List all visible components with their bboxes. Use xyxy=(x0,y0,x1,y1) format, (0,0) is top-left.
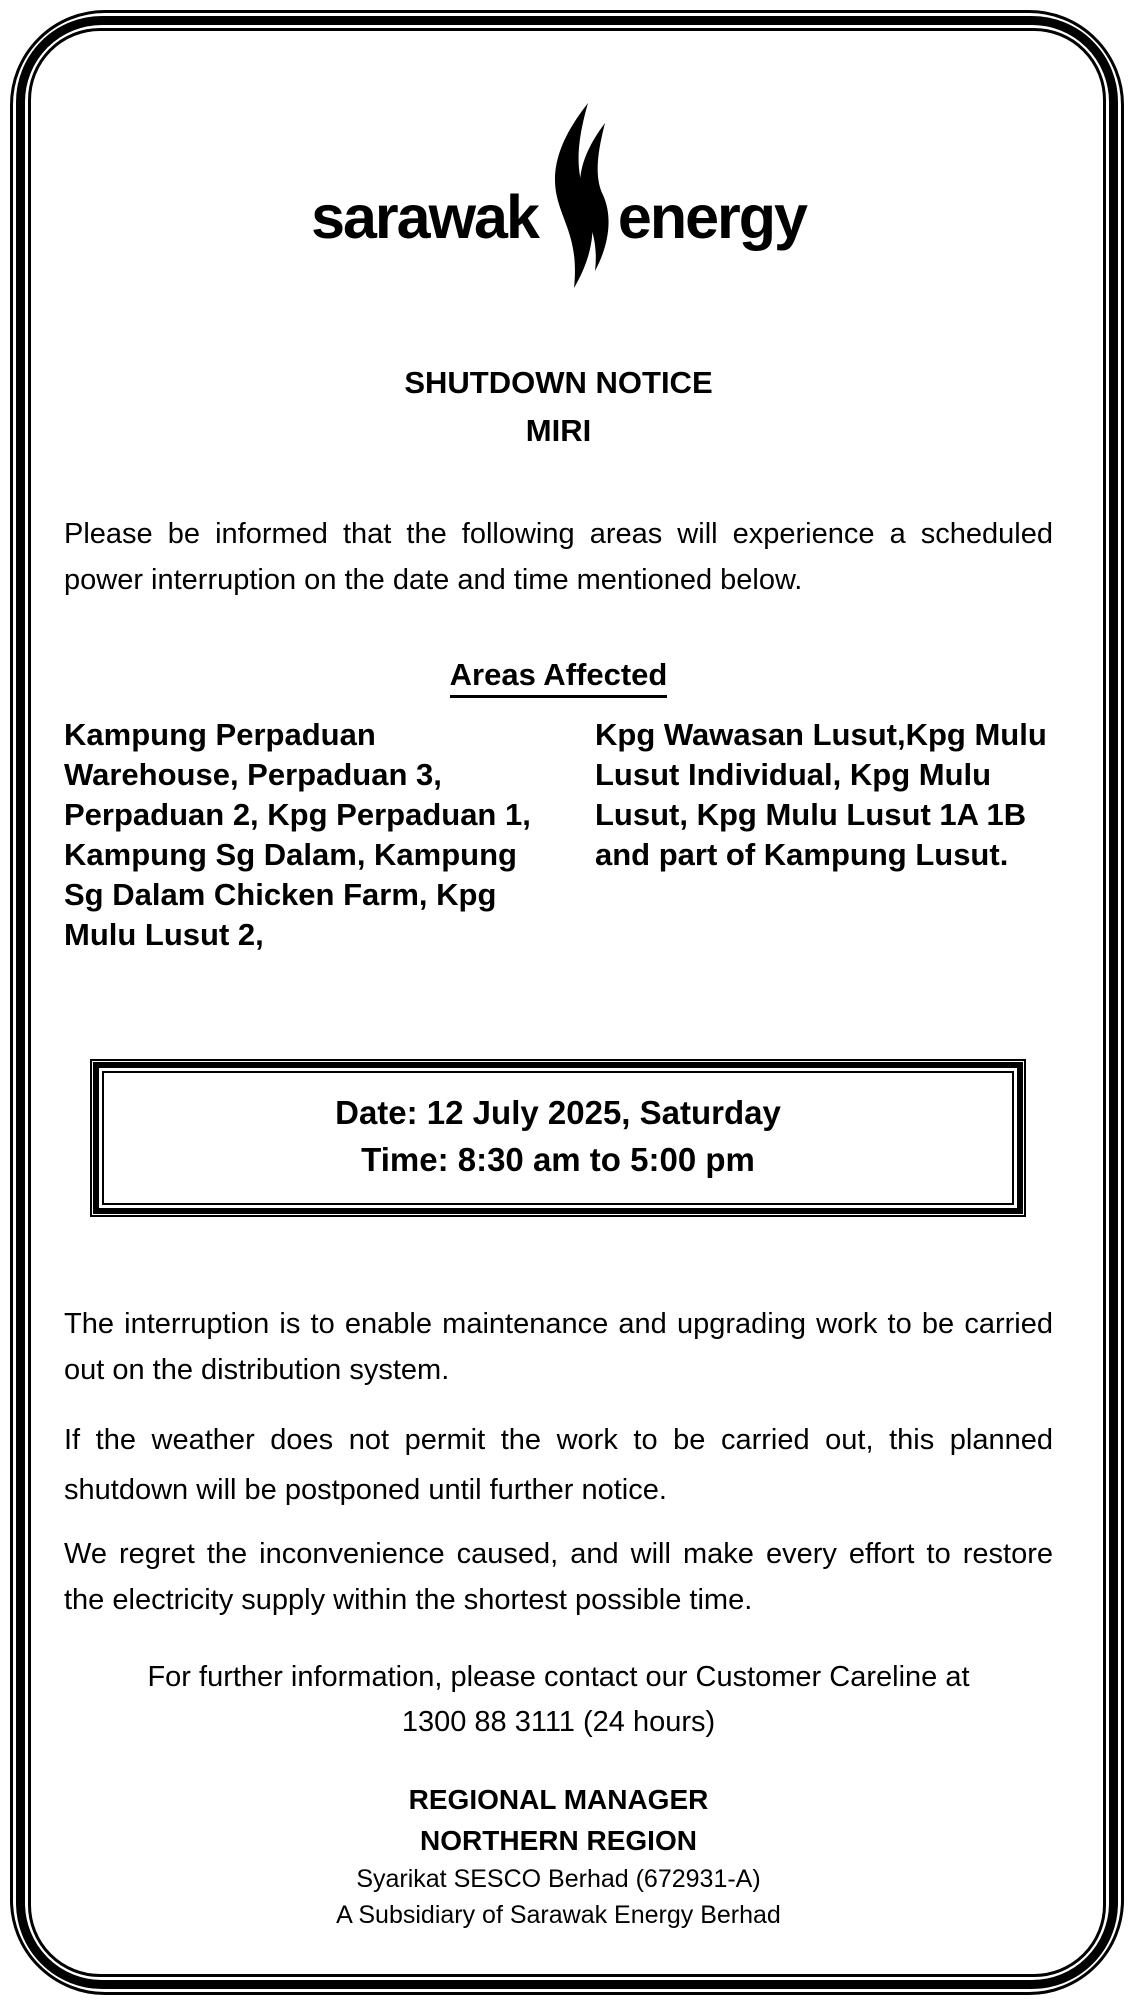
schedule-date: Date: 12 July 2025, Saturday xyxy=(335,1094,781,1131)
intro-paragraph: Please be informed that the following areas will experience a scheduled power interruption on the date and time mentioned below. xyxy=(64,518,1053,596)
notice-title xyxy=(64,359,1053,455)
logo-word-energy: energy xyxy=(617,183,806,251)
careline-phone: 1300 88 3111 (24 hours) xyxy=(401,1706,716,1738)
schedule-box xyxy=(90,1059,1026,1217)
areas-left-column: Kampung Perpaduan Warehouse, Perpaduan 3, Perpaduan 2, Kpg Perpaduan 1, Kampung Sg Dalam, Kampung Sg Dalam Chicken Farm, Kpg Mulu Lusut 2, xyxy=(64,717,531,952)
signature-company: Syarikat SESCO Berhad (672931-A) xyxy=(356,1865,761,1893)
schedule-time: Time: 8:30 am to 5:00 pm xyxy=(361,1141,755,1178)
signature-block xyxy=(64,1779,1053,1933)
areas-affected-columns xyxy=(64,715,1053,955)
flame-icon xyxy=(534,101,614,293)
logo-word-sarawak: sarawak xyxy=(311,183,538,251)
careline-text: For further information, please contact our Customer Careline at xyxy=(147,1661,970,1693)
notice-content xyxy=(31,31,1103,1933)
title-line-miri: MIRI xyxy=(525,413,592,448)
page-border-frame xyxy=(10,10,1124,1995)
areas-right-column: Kpg Wawasan Lusut,Kpg Mulu Lusut Individual, Kpg Mulu Lusut, Kpg Mulu Lusut 1A 1B and part of Kampung Lusut. xyxy=(595,717,1047,872)
areas-affected-heading: Areas Affected xyxy=(64,657,1053,693)
sarawak-energy-logo xyxy=(64,101,1053,293)
title-line-shutdown-notice: SHUTDOWN NOTICE xyxy=(404,365,713,400)
signature-regional-manager: REGIONAL MANAGER xyxy=(408,1784,709,1815)
signature-northern-region: NORTHERN REGION xyxy=(420,1825,697,1856)
weather-paragraph: If the weather does not permit the work to be carried out, this planned shutdown will be postponed until further notice. xyxy=(64,1424,1053,1506)
careline-info xyxy=(64,1655,1053,1745)
regret-paragraph: We regret the inconvenience caused, and will make every effort to restore the electricity supply within the shortest possible time. xyxy=(64,1538,1053,1616)
maintenance-paragraph: The interruption is to enable maintenance and upgrading work to be carried out on the distribution system. xyxy=(64,1308,1053,1386)
signature-subsidiary: A Subsidiary of Sarawak Energy Berhad xyxy=(336,1901,781,1929)
